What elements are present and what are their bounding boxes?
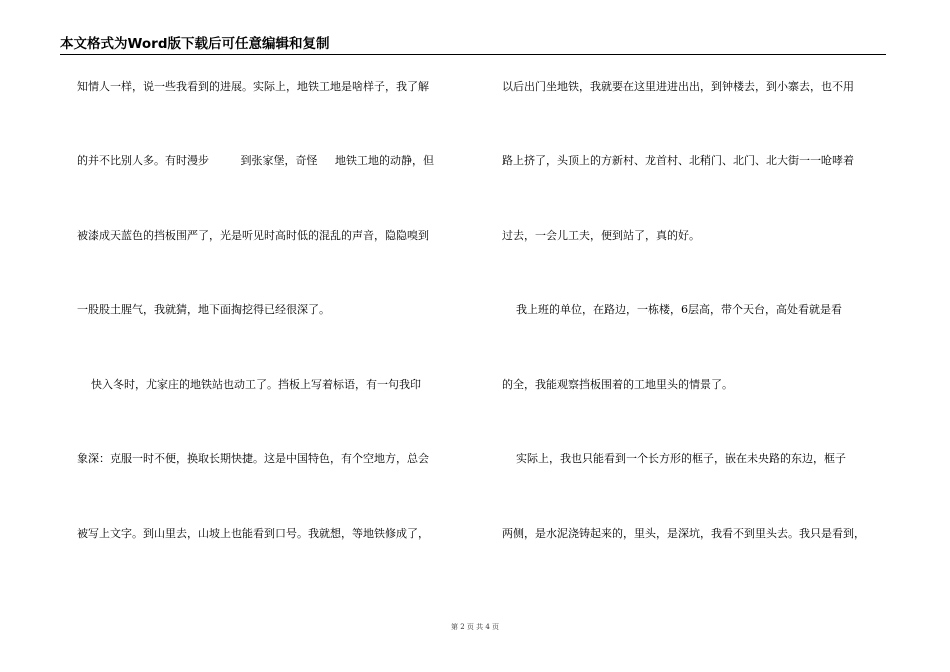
text-line: 两侧，是水泥浇铸起来的，里头，是深坑，我看不到里头去。我只是看到， [502, 527, 865, 540]
text-line: 一股股土腥气，我就猜，地下面掏挖得已经很深了。 [77, 303, 330, 316]
text-line: 象深：克服一时不便，换取长期快捷。这是中国特色，有个空地方，总会 [77, 452, 429, 465]
text-line: 被写上文字。到山里去，山坡上也能看到口号。我就想，等地铁修成了， [77, 527, 429, 540]
header-divider [60, 54, 886, 55]
text-line: 知情人一样，说一些我看到的进展。实际上，地铁工地是啥样子，我了解 [77, 80, 429, 93]
text-line: 实际上，我也只能看到一个长方形的框子，嵌在未央路的东边，框子 [502, 452, 846, 465]
page-number: 第 2 页 共 4 页 [450, 623, 500, 631]
page-header-title: 本文格式为Word版下载后可任意编辑和复制 [60, 36, 330, 52]
text-line: 的并不比别人多。有时漫步 到张家堡，奇怪 地铁工地的动静，但 [77, 154, 434, 167]
text-line: 路上挤了，头顶上的方新村、龙首村、北稍门、北门、北大街一一呛哮着 [502, 154, 854, 167]
text-line: 以后出门坐地铁，我就要在这里进进出出，到钟楼去，到小寨去，也不用 [502, 80, 854, 93]
text-line: 我上班的单位，在路边，一栋楼，6层高，带个天台，高处看就是看 [502, 303, 842, 316]
text-line: 过去，一会儿工夫，便到站了，真的好。 [502, 229, 700, 242]
text-line: 的全，我能观察挡板围着的工地里头的情景了。 [502, 378, 733, 391]
text-line: 快入冬时，尤家庄的地铁站也动工了。挡板上写着标语，有一句我印 [77, 378, 421, 391]
text-line: 被漆成天蓝色的挡板围严了，光是听见时高时低的混乱的声音，隐隐嗅到 [77, 229, 429, 242]
